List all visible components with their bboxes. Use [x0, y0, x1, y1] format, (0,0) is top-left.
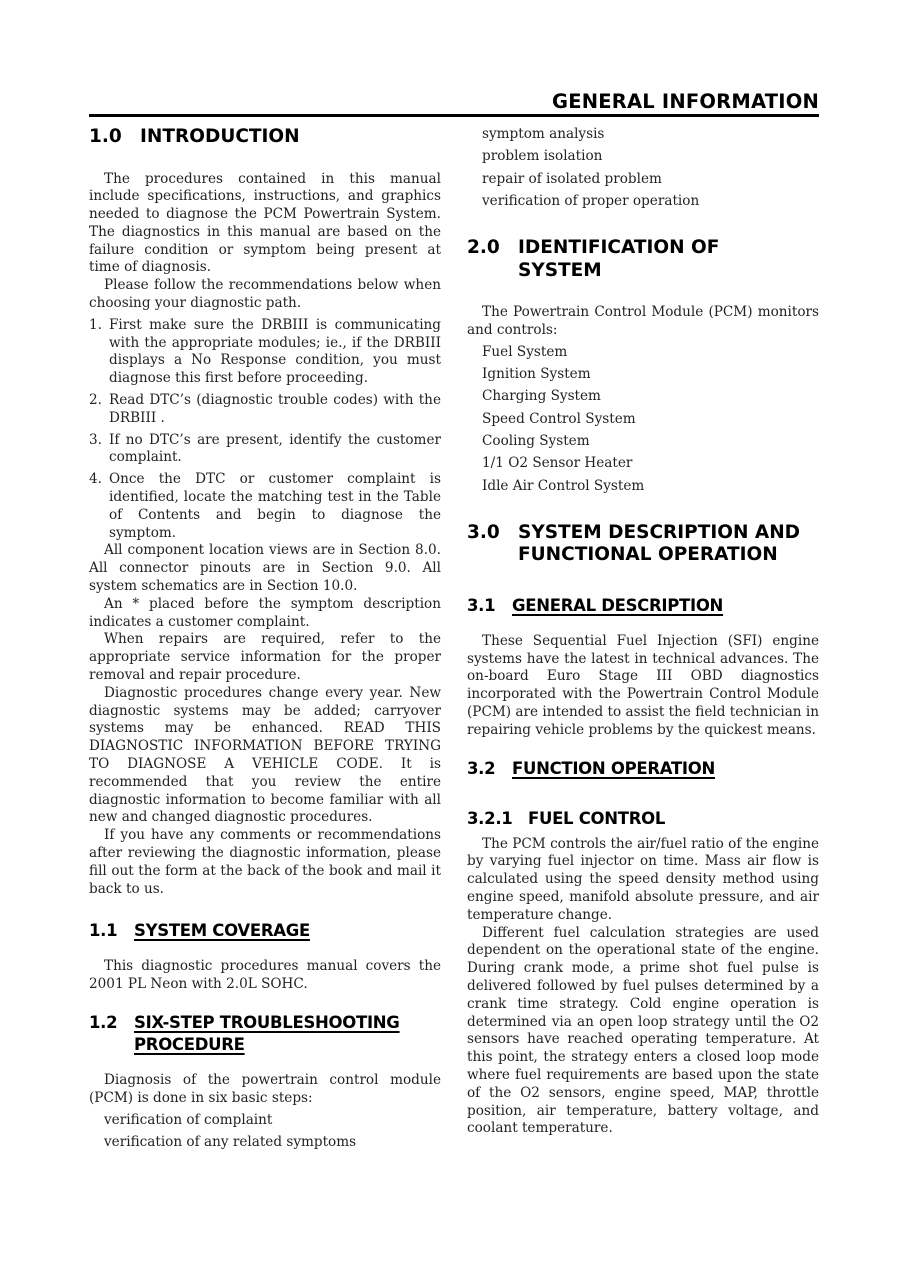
section-title: FUEL CONTROL	[528, 808, 666, 828]
list-number: 3.	[89, 431, 102, 448]
paragraph: The procedures contained in this manual include specifications, instructions, and graphics needed to diagnose the PCM Powertrain System. The diagnostics in this manual are based on the failure condition or symptom being present at time of diagnosis.	[89, 170, 441, 276]
section-title-line: SYSTEM	[518, 259, 602, 281]
list-number: 4.	[89, 471, 102, 488]
section-heading-system-coverage	[89, 920, 441, 942]
list-number: 2.	[89, 392, 102, 409]
list-number: 1.	[89, 316, 102, 333]
page-header-title: GENERAL INFORMATION	[551, 90, 819, 113]
section-title: GENERAL DESCRIPTION	[512, 595, 724, 615]
paragraph: The Powertrain Control Module (PCM) monitors and controls:	[467, 304, 819, 338]
paragraph: This diagnostic procedures manual covers the 2001 PL Neon with 2.0L SOHC.	[89, 958, 441, 993]
paragraph: When repairs are required, refer to the appropriate service information for the proper removal and repair procedure.	[89, 631, 441, 684]
section-title	[518, 522, 800, 567]
paragraph: An * placed before the symptom description indicates a customer complaint.	[89, 595, 441, 630]
list-text: problem isolation	[482, 148, 603, 165]
section-title	[518, 237, 719, 282]
six-step-list-continued	[467, 126, 819, 211]
section-heading-function-operation	[467, 758, 819, 780]
list-item	[482, 344, 819, 362]
right-column	[467, 126, 819, 1138]
section-title-line: PROCEDURE	[134, 1034, 245, 1054]
list-text: symptom analysis	[482, 126, 605, 142]
section-title-line: FUNCTIONAL OPERATION	[518, 544, 778, 566]
list-item	[482, 366, 819, 384]
list-item	[482, 193, 819, 211]
list-text: If no DTC’s are present, identify the customer complaint.	[109, 431, 441, 466]
section-title	[134, 1012, 400, 1056]
section-heading-introduction	[89, 126, 441, 149]
list-item	[104, 1134, 441, 1152]
paragraph: Diagnostic procedures change every year. New diagnostic systems may be added; carryover systems may be enhanced. READ THIS DIAGNOSTIC INFORMATION BEFORE TRYING TO DIAGNOSE A VEHICLE CODE. It is recommended that you review the entire diagnostic information to become familiar with all new and changed diagnostic procedures.	[89, 684, 441, 826]
list-text: Read DTC’s (diagnostic trouble codes) with the DRBIII .	[109, 392, 441, 426]
section-number: 3.2.1	[467, 808, 513, 828]
section-heading-fuel-control	[467, 808, 819, 830]
paragraph: If you have any comments or recommendations after reviewing the diagnostic information, please fill out the form at the back of the book and mail it back to us.	[89, 827, 441, 897]
list-item	[89, 471, 441, 542]
list-text: verification of any related symptoms	[104, 1133, 357, 1150]
section-number: 1.0	[89, 126, 122, 147]
list-text: verification of proper operation	[482, 192, 700, 209]
list-text: repair of isolated problem	[482, 170, 662, 187]
section-title-line: SYSTEM DESCRIPTION AND	[518, 521, 801, 543]
paragraph: All component location views are in Section 8.0. All connector pinouts are in Section 9.0. All system schematics are in Section 10.0.	[89, 542, 441, 595]
list-item	[482, 455, 819, 473]
list-text: Cooling System	[482, 432, 590, 449]
section-heading-system-description	[467, 522, 819, 567]
section-title-line: SIX-STEP TROUBLESHOOTING	[134, 1012, 400, 1032]
diagnostic-steps-list	[89, 317, 441, 543]
section-number: 3.1	[467, 595, 496, 615]
paragraph: Different fuel calculation strategies are used dependent on the operational state of the engine. During crank mode, a prime shot fuel pulse is delivered followed by fuel pulses determined by a crank time strategy. Cold engine operation is determined via an open loop strategy until the O2 sensors have reached operating temperature. At this point, the strategy enters a closed loop mode where fuel requirements are based upon the state of the O2 sensors, engine speed, MAP, throttle position, air temperature, battery voltage, and coolant temperature.	[467, 924, 819, 1137]
paragraph: Diagnosis of the powertrain control module (PCM) is done in six basic steps:	[89, 1071, 441, 1106]
controlled-systems-list	[467, 344, 819, 496]
section-heading-general-description	[467, 595, 819, 617]
list-item	[482, 478, 819, 496]
list-item	[482, 171, 819, 189]
section-title: SYSTEM COVERAGE	[134, 921, 310, 941]
list-text: Idle Air Control System	[482, 477, 645, 494]
paragraph: Please follow the recommendations below when choosing your diagnostic path.	[89, 277, 441, 312]
list-text: Charging System	[482, 388, 601, 405]
list-item	[482, 411, 819, 429]
list-item	[89, 432, 441, 468]
paragraph: These Sequential Fuel Injection (SFI) engine systems have the latest in technical advances. The on-board Euro Stage III OBD diagnostics incorporated with the Powertrain Control Module (PCM) are intended to assist the field technician in repairing vehicle problems by the quickest means.	[467, 632, 819, 738]
header-rule	[89, 114, 819, 117]
section-title: INTRODUCTION	[140, 126, 300, 147]
section-number: 3.0	[467, 521, 500, 543]
list-item	[482, 388, 819, 406]
list-text: Fuel System	[482, 343, 568, 360]
list-text: Once the DTC or customer complaint is identified, locate the matching test in the Table of Contents and begin to diagnose the symptom.	[109, 471, 441, 541]
left-column	[89, 126, 441, 1156]
list-text: Ignition System	[482, 366, 591, 383]
six-step-list	[89, 1112, 441, 1152]
list-item	[89, 392, 441, 428]
list-item	[89, 317, 441, 388]
paragraph: The PCM controls the air/fuel ratio of the engine by varying fuel injector on time. Mass air flow is calculated using the speed density method using engine speed, manifold absolute pressure, and air temperature change.	[467, 835, 819, 923]
list-item	[482, 148, 819, 166]
list-text: Speed Control System	[482, 410, 636, 427]
list-item	[482, 126, 819, 144]
section-number: 2.0	[467, 237, 500, 259]
section-heading-identification	[467, 237, 819, 282]
list-item	[482, 433, 819, 451]
list-text: verification of complaint	[104, 1111, 273, 1128]
section-title: FUNCTION OPERATION	[512, 758, 715, 778]
section-number: 1.2	[89, 1012, 118, 1032]
section-number: 1.1	[89, 921, 118, 941]
section-number: 3.2	[467, 758, 496, 778]
section-heading-six-step	[89, 1012, 441, 1056]
list-text: 1/1 O2 Sensor Heater	[482, 455, 633, 472]
list-item	[104, 1112, 441, 1130]
list-text: First make sure the DRBIII is communicating with the appropriate modules; ie., if the DRBIII displays a No Response condition, you must diagnose this first before proceeding.	[109, 316, 441, 387]
section-title-line: IDENTIFICATION OF	[518, 237, 720, 259]
